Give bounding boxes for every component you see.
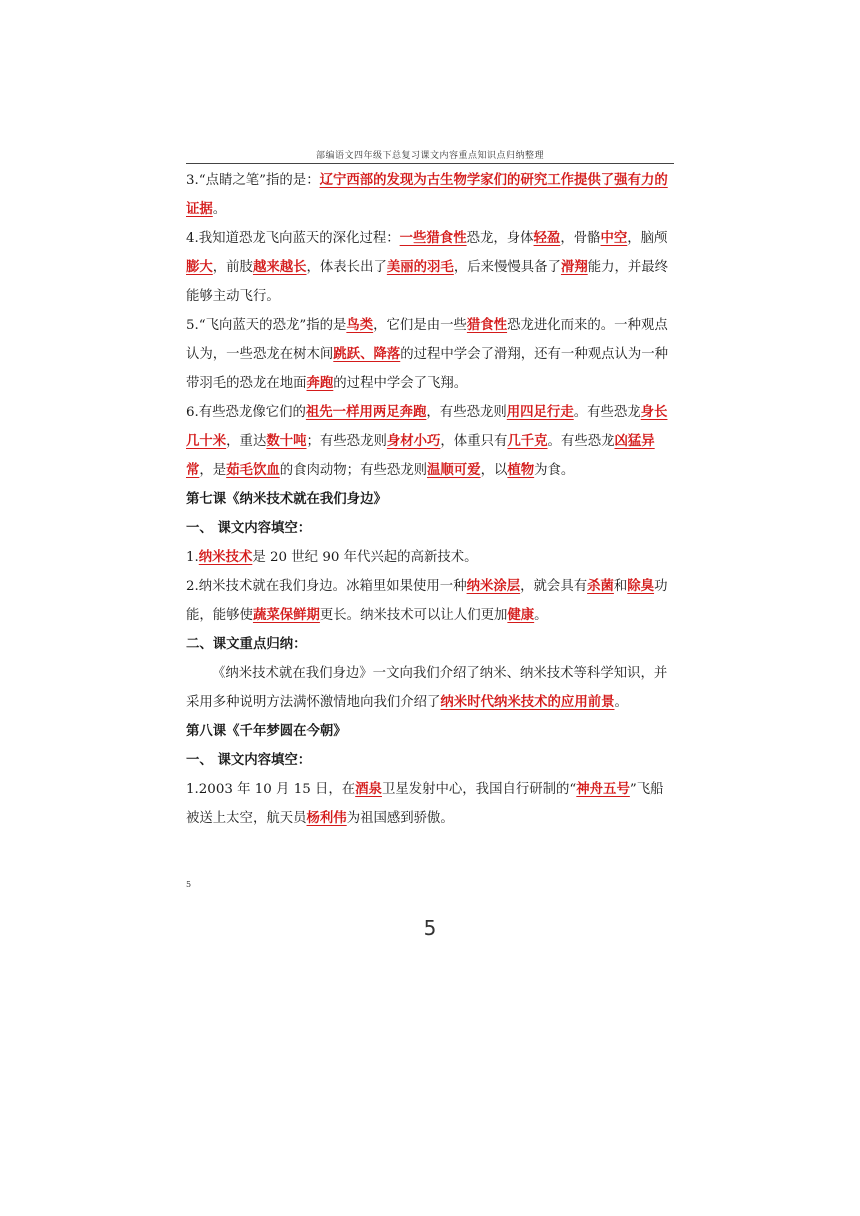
text-run: 第七课《纳米技术就在我们身边》 bbox=[186, 491, 387, 507]
paragraph bbox=[186, 572, 676, 630]
paragraph bbox=[186, 775, 676, 833]
section-heading bbox=[186, 746, 676, 775]
text-run: 功能，能够使 bbox=[186, 579, 668, 623]
answer-highlight: 猎食性 bbox=[466, 317, 508, 333]
text-run: 一、 课文内容填空： bbox=[186, 520, 312, 536]
answer-highlight: 杨利伟 bbox=[306, 810, 347, 826]
text-run: 恐龙进化而来的。一种观点认为，一些恐龙在树木间 bbox=[186, 318, 668, 362]
answer-highlight: 膨大 bbox=[186, 259, 213, 275]
text-run: 二、课文重点归纳： bbox=[186, 636, 307, 652]
answer-highlight: 轻盈 bbox=[533, 230, 561, 246]
answer-highlight: 健康 bbox=[507, 607, 535, 623]
answer-highlight: 神舟五号 bbox=[576, 781, 630, 797]
document-body bbox=[186, 166, 676, 833]
text-run: 2.纳米技术就在我们身边。冰箱里如果使用一种 bbox=[186, 579, 467, 594]
answer-highlight: 茹毛饮血 bbox=[226, 462, 280, 478]
footer-page-marker: 5 bbox=[186, 880, 192, 889]
text-run: ；有些恐龙则 bbox=[306, 434, 387, 449]
text-run: 1. bbox=[186, 550, 199, 565]
text-run: 6.有些恐龙像它们的 bbox=[186, 405, 306, 420]
text-run: 第八课《千年梦圆在今朝》 bbox=[186, 723, 347, 739]
text-run: 。 bbox=[534, 608, 548, 623]
answer-highlight: 蔬菜保鲜期 bbox=[252, 607, 320, 623]
answer-highlight: 用四足行走 bbox=[506, 404, 574, 420]
text-run: 和 bbox=[613, 579, 628, 594]
answer-highlight: 数十吨 bbox=[266, 433, 307, 449]
text-run: ，体表长出了 bbox=[306, 260, 387, 275]
answer-highlight: 除臭 bbox=[627, 578, 655, 594]
text-run: 恐龙，身体 bbox=[466, 231, 534, 246]
answer-highlight: 越来越长 bbox=[252, 259, 307, 275]
text-run: 能力，并最终能够主动飞行。 bbox=[186, 260, 669, 304]
answer-highlight: 纳米技术 bbox=[198, 549, 253, 565]
text-run: ，是 bbox=[199, 463, 227, 478]
section-heading bbox=[186, 717, 676, 746]
answer-highlight: 一些猎食性 bbox=[399, 230, 467, 246]
section-heading bbox=[186, 485, 676, 514]
answer-highlight: 跳跃、降落 bbox=[333, 346, 401, 362]
answer-highlight: 滑翔 bbox=[560, 259, 588, 275]
text-run: ，脑颅 bbox=[627, 231, 668, 246]
text-run: ，前肢 bbox=[212, 260, 253, 275]
answer-highlight: 辽宁西部的发现为古生物学家们的研究工作提供了强有力的证据 bbox=[186, 172, 668, 217]
text-run: ，以 bbox=[480, 463, 508, 478]
answer-highlight: 身材小巧 bbox=[386, 433, 441, 449]
answer-highlight: 中空 bbox=[600, 230, 628, 246]
paragraph bbox=[186, 166, 676, 224]
text-run: 《纳米技术就在我们身边》一文向我们介绍了纳米、纳米技术等科学知识，并采用多种说明方法满怀激情地向我们介绍了 bbox=[186, 666, 668, 710]
answer-highlight: 纳米涂层 bbox=[466, 578, 521, 594]
paragraph bbox=[186, 659, 676, 717]
section-heading bbox=[186, 630, 676, 659]
text-run: 为祖国感到骄傲。 bbox=[346, 811, 454, 826]
answer-highlight: 奔跑 bbox=[306, 375, 334, 391]
text-run: 一、 课文内容填空： bbox=[186, 752, 312, 768]
paragraph bbox=[186, 398, 676, 485]
text-run: 。有些恐龙 bbox=[573, 405, 641, 420]
answer-highlight: 温顺可爱 bbox=[427, 462, 481, 478]
running-header: 部编语文四年级下总复习课文内容重点知识点归纳整理 bbox=[186, 148, 674, 164]
text-run: 3.“点睛之笔”指的是： bbox=[186, 173, 320, 188]
text-run: ，体重只有 bbox=[440, 434, 508, 449]
text-run: 4.我知道恐龙飞向蓝天的深化过程： bbox=[186, 231, 400, 246]
text-run: 是 20 世纪 90 年代兴起的高新技术。 bbox=[252, 550, 478, 565]
text-run: 卫星发射中心，我国自行研制的“ bbox=[381, 782, 577, 797]
answer-highlight: 几千克 bbox=[507, 433, 548, 449]
text-run: 的过程中学会了飞翔。 bbox=[333, 376, 468, 391]
text-run: 5.“飞向蓝天的恐龙”指的是 bbox=[186, 318, 347, 333]
text-run: 。 bbox=[212, 202, 227, 217]
answer-highlight: 纳米时代纳米技术的应用前景 bbox=[440, 694, 615, 710]
answer-highlight: 鸟类 bbox=[346, 317, 374, 333]
paragraph bbox=[186, 311, 676, 398]
text-run: 更长。纳米技术可以让人们更加 bbox=[319, 608, 508, 623]
text-run: ，就会具有 bbox=[520, 579, 588, 594]
text-run: 。有些恐龙 bbox=[547, 434, 615, 449]
text-run: 的食肉动物；有些恐龙则 bbox=[279, 463, 428, 478]
text-run: ，它们是由一些 bbox=[373, 318, 467, 333]
text-run: ，重达 bbox=[226, 434, 267, 449]
answer-highlight: 美丽的羽毛 bbox=[386, 259, 454, 275]
text-run: 1.2003 年 10 月 15 日，在 bbox=[186, 782, 356, 797]
answer-highlight: 植物 bbox=[507, 462, 535, 478]
paragraph bbox=[186, 224, 676, 311]
text-run: 。 bbox=[614, 695, 628, 710]
text-run: ”飞船被送上太空，航天员 bbox=[186, 782, 664, 826]
answer-highlight: 祖先一样用两足奔跑 bbox=[305, 404, 427, 420]
section-heading bbox=[186, 514, 676, 543]
answer-highlight: 杀菌 bbox=[587, 578, 614, 594]
text-run: 为食。 bbox=[534, 463, 575, 478]
answer-highlight: 凶猛异常 bbox=[186, 433, 655, 478]
text-run: ，有些恐龙则 bbox=[426, 405, 507, 420]
text-run: ，后来慢慢具备了 bbox=[453, 260, 561, 275]
paragraph bbox=[186, 543, 676, 572]
page-number: 5 bbox=[423, 916, 437, 940]
text-run: ，骨骼 bbox=[560, 231, 601, 246]
text-run: 的过程中学会了滑翔，还有一种观点认为一种带羽毛的恐龙在地面 bbox=[186, 347, 669, 391]
answer-highlight: 酒泉 bbox=[355, 781, 382, 797]
answer-highlight: 身长几十米 bbox=[186, 404, 668, 449]
